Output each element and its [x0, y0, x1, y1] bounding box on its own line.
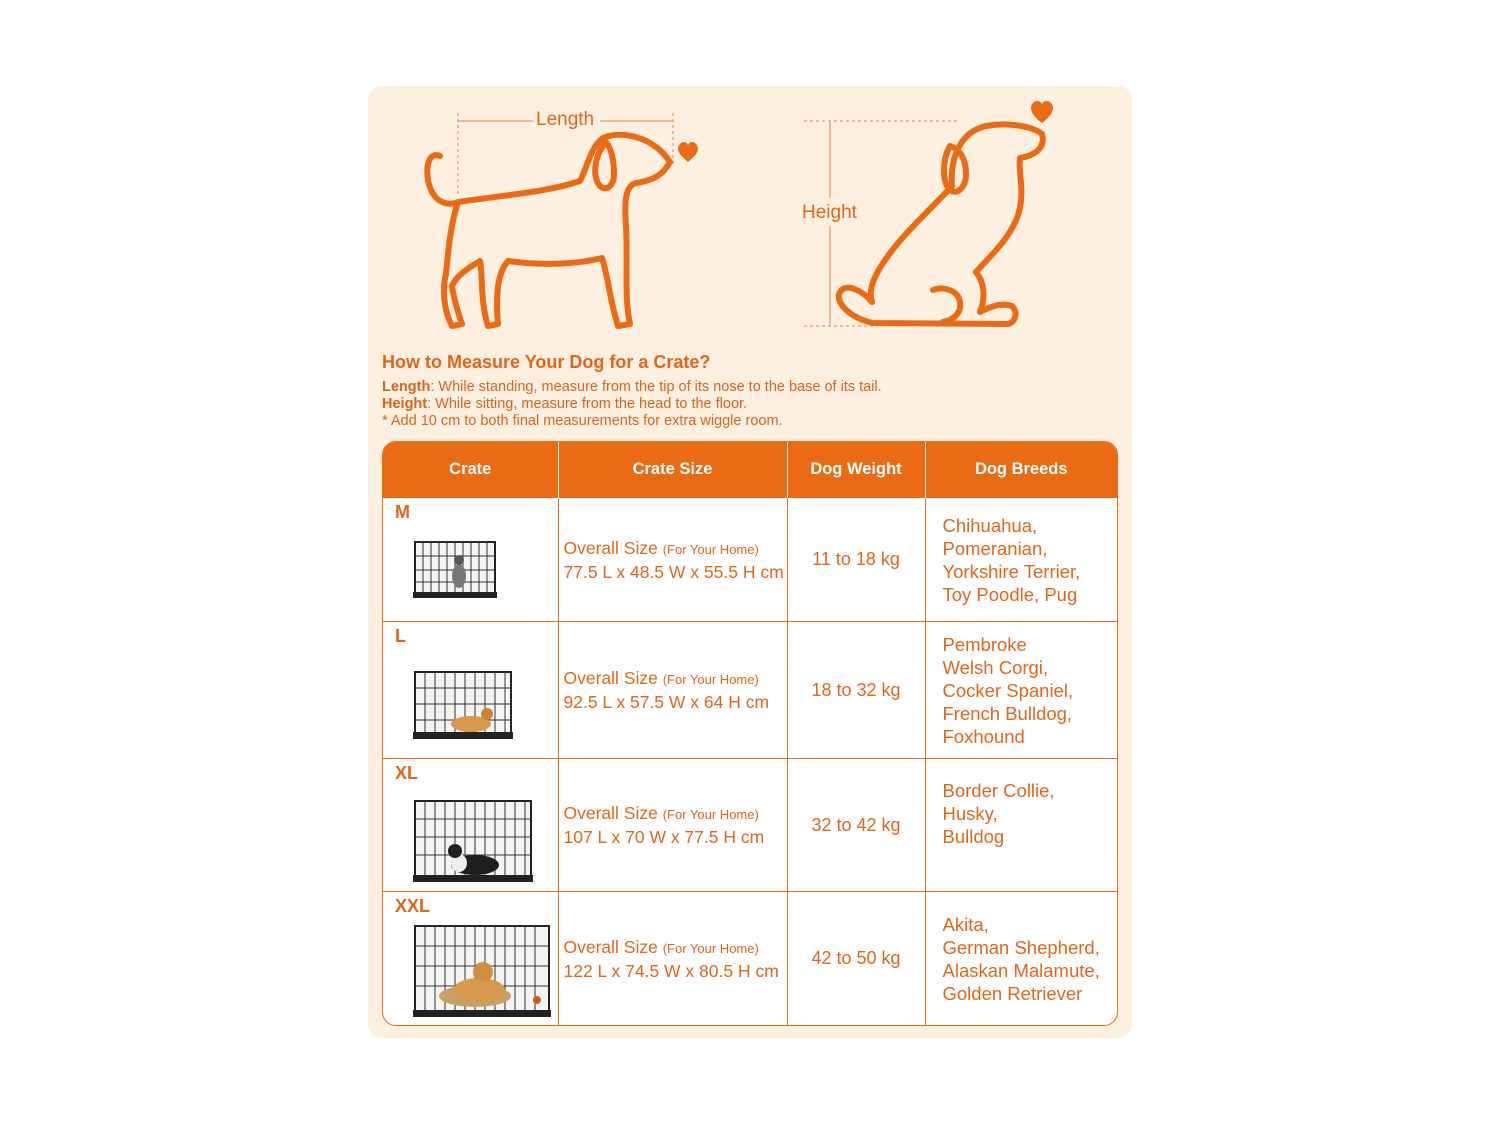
header-dog-weight: Dog Weight — [787, 442, 925, 498]
table-row — [383, 622, 1117, 759]
dog-weight: 11 to 18 kg — [787, 498, 925, 622]
breed-item: Akita, — [942, 913, 989, 935]
dog-breeds-cell — [925, 892, 1117, 1025]
breed-item: Toy Poodle, Pug — [942, 583, 1078, 605]
heart-icon — [1031, 101, 1053, 123]
crate-cell — [383, 759, 558, 892]
table-row — [383, 892, 1117, 1025]
crate-size-cell — [558, 759, 787, 892]
standing-dog-outline — [427, 135, 670, 326]
measurement-notes — [382, 379, 1122, 430]
breed-item: Golden Retriever — [942, 982, 1083, 1004]
header-crate-size: Crate Size — [558, 442, 787, 498]
overall-size-sub: (For Your Home) — [662, 541, 759, 557]
size-chart-table — [382, 441, 1118, 1026]
breed-item: Foxhound — [942, 725, 1025, 747]
dog-weight: 18 to 32 kg — [787, 622, 925, 759]
breed-item: Border Collie, — [942, 780, 1055, 802]
length-note — [382, 379, 1122, 396]
crate-cell — [383, 498, 558, 622]
breed-item: Pembroke — [942, 633, 1027, 655]
table-row — [383, 498, 1117, 622]
breed-item: Bulldog — [942, 826, 1005, 848]
breed-item: Chihuahua, — [942, 514, 1038, 536]
crate-dimensions: 92.5 L x 57.5 W x 64 H cm — [563, 692, 770, 713]
sitting-dog-outline — [839, 124, 1043, 324]
dog-weight: 42 to 50 kg — [787, 892, 925, 1025]
wiggle-room-note: * Add 10 cm to both final measurements for extra wiggle room. — [382, 413, 783, 429]
header-crate: Crate — [383, 442, 558, 498]
overall-size-label: Overall Size — [563, 537, 658, 558]
overall-size-label: Overall Size — [563, 668, 658, 689]
height-term: Height — [382, 396, 428, 412]
height-note — [382, 396, 1122, 413]
guide-title: How to Measure Your Dog for a Crate? — [382, 352, 711, 372]
overall-size-sub: (For Your Home) — [662, 807, 759, 823]
height-label: Height — [802, 202, 857, 223]
crate-photo — [413, 536, 497, 602]
crate-photo — [413, 666, 513, 742]
breed-item: Pomeranian, — [942, 537, 1048, 559]
height-instruction: : While sitting, measure from the head to the floor. — [427, 396, 748, 412]
length-label: Length — [536, 109, 595, 130]
overall-size-label: Overall Size — [563, 936, 658, 957]
breed-item: Welsh Corgi, — [942, 656, 1049, 678]
dog-measurement-illustration — [368, 86, 1132, 346]
crate-size-cell — [558, 622, 787, 759]
overall-size-label: Overall Size — [563, 803, 658, 824]
crate-dimensions: 122 L x 74.5 W x 80.5 H cm — [563, 960, 779, 981]
length-term: Length — [382, 379, 431, 395]
breed-item: Alaskan Malamute, — [942, 959, 1100, 981]
dog-breeds-cell — [925, 759, 1117, 892]
heart-icon — [678, 142, 698, 162]
crate-dimensions: 77.5 L x 48.5 W x 55.5 H cm — [563, 561, 784, 582]
crate-size-cell — [558, 498, 787, 622]
size-code: XL — [395, 763, 419, 784]
crate-photo — [413, 795, 533, 885]
header-dog-breeds: Dog Breeds — [925, 442, 1117, 498]
measurement-guide-card — [368, 86, 1132, 1038]
table-row — [383, 759, 1117, 892]
length-instruction: : While standing, measure from the tip of its nose to the base of its tail. — [430, 379, 882, 395]
breed-item: French Bulldog, — [942, 702, 1073, 724]
size-code: M — [395, 502, 410, 522]
breed-item: Yorkshire Terrier, — [942, 560, 1081, 582]
crate-size-cell — [558, 892, 787, 1025]
crate-photo — [413, 920, 551, 1020]
dog-breeds-cell — [925, 498, 1117, 622]
crate-cell — [383, 622, 558, 759]
breed-item: German Shepherd, — [942, 936, 1100, 958]
breed-item: Cocker Spaniel, — [942, 679, 1074, 701]
dog-breeds-cell — [925, 622, 1117, 759]
crate-dimensions: 107 L x 70 W x 77.5 H cm — [563, 827, 765, 848]
size-code: XXL — [395, 896, 431, 917]
breed-item: Husky, — [942, 803, 998, 825]
dog-weight: 32 to 42 kg — [787, 759, 925, 892]
table-header-row — [383, 442, 1117, 498]
size-code: L — [395, 626, 406, 647]
overall-size-sub: (For Your Home) — [662, 672, 759, 688]
overall-size-sub: (For Your Home) — [662, 940, 759, 956]
crate-cell — [383, 892, 558, 1025]
